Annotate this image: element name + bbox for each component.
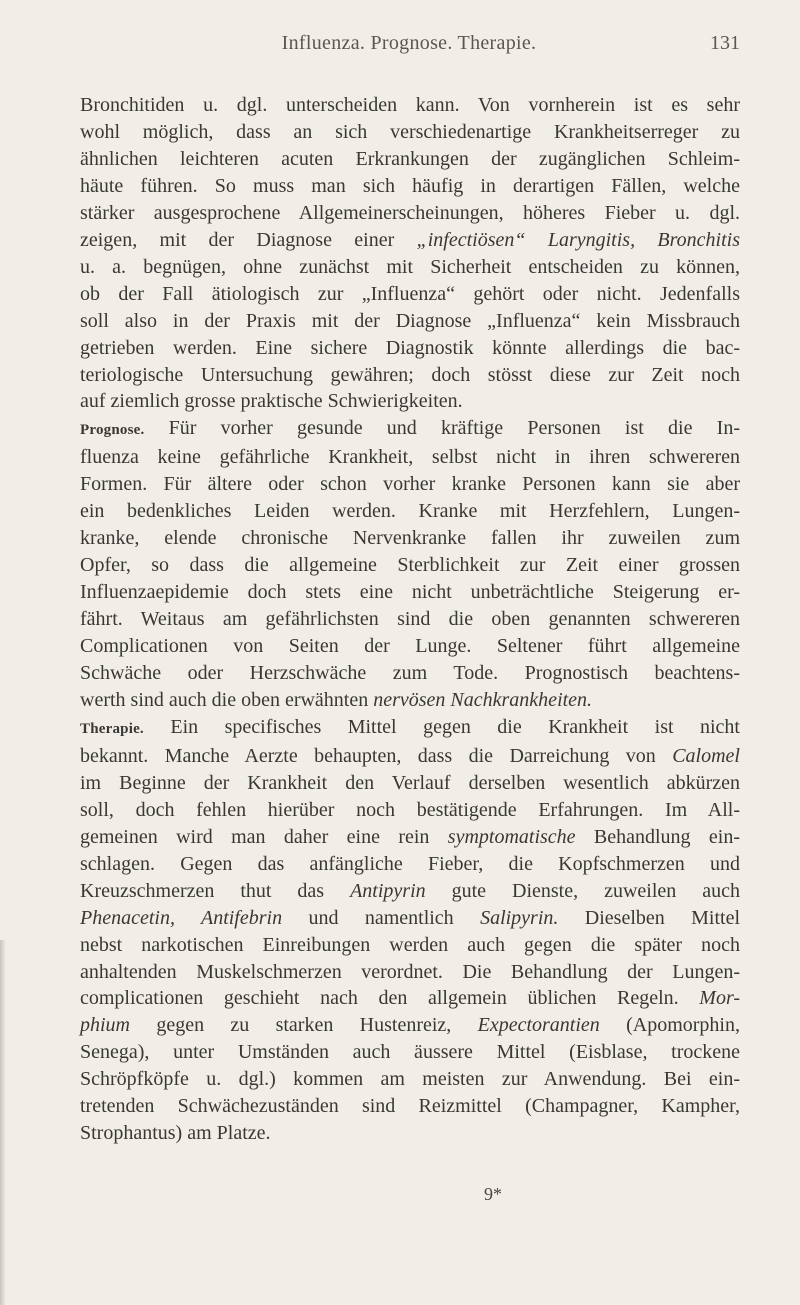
page-number: 131: [710, 32, 740, 54]
paragraph-prognosis: [80, 415, 740, 713]
text-line: [80, 824, 740, 851]
text-line: Bronchitiden u. dgl. unterscheiden kann. Von vornherein ist es sehr: [80, 94, 740, 116]
text-run: Ein specifisches Mittel gegen die Krankheit ist nicht: [143, 715, 740, 738]
text-line: im Beginne der Krankheit den Verlauf derselben wesentlich abkürzen: [80, 771, 740, 794]
body-text: [80, 92, 740, 1147]
text-run: werth sind auch die oben erwähnten: [80, 688, 374, 711]
text-run: Dieselben Mittel: [558, 906, 741, 929]
text-line: [80, 878, 740, 905]
emphasis-nervous: nervösen Nachkrankheiten.: [373, 688, 593, 711]
paragraph-diagnosis: [80, 92, 740, 415]
emphasis-morphium-b: phium: [80, 1014, 130, 1037]
emphasis-expectorantien: Expectorantien: [477, 1014, 600, 1037]
section-heading-prognose: Prognose.: [80, 422, 145, 439]
running-title: Influenza. Prognose. Therapie.: [281, 32, 537, 54]
signature-mark: 9*: [484, 1184, 502, 1204]
text-run: Kreuzschmerzen thut das: [80, 879, 351, 902]
text-run: Behandlung ein-: [575, 825, 740, 848]
text-line: u. a. begnügen, ohne zunächst mit Sicherheit entscheiden zu können,: [80, 255, 740, 278]
text-run: gute Dienste, zuweilen auch: [425, 879, 741, 902]
text-line: fährt. Weitaus am gefährlichsten sind die oben genannten schwereren: [80, 608, 740, 631]
text-line: [80, 743, 740, 770]
emphasis-phenacetin: Phenacetin, Antifebrin: [80, 906, 283, 929]
section-heading-therapie: Therapie.: [80, 720, 144, 737]
emphasis-morphium-a: Mor-: [699, 987, 740, 1010]
text-line: schlagen. Gegen das anfängliche Fieber, die Kopfschmerzen und: [80, 852, 740, 875]
text-run: gemeinen wird man daher eine rein: [80, 825, 448, 848]
text-line: Strophantus) am Platze.: [80, 1122, 271, 1145]
emphasis-salipyrin: Salipyrin.: [480, 906, 559, 929]
emphasis-calomel: Calomel: [672, 744, 740, 767]
emphasis-antipyrin: Antipyrin: [350, 879, 426, 902]
text-line: ein bedenkliches Leiden werden. Kranke mit Herzfehlern, Lungen-: [80, 500, 740, 523]
text-run: (Apomorphin,: [599, 1014, 740, 1037]
text-line: Influenzaepidemie doch stets eine nicht unbeträchtliche Steigerung er-: [80, 581, 740, 604]
text-line: wohl möglich, dass an sich verschiedenartige Krankheitserreger zu: [80, 120, 740, 143]
text-line: Formen. Für ältere oder schon vorher kranke Personen kann sie aber: [80, 473, 740, 496]
text-line: getrieben werden. Eine sichere Diagnostik könnte allerdings die bac-: [80, 336, 740, 359]
text-run: bekannt. Manche Aerzte behaupten, dass die Darreichung von: [80, 744, 673, 767]
text-line: teriologische Untersuchung gewähren; doch stösst diese zur Zeit noch: [80, 363, 740, 386]
text-line: [80, 1012, 740, 1039]
paragraph-therapy: [80, 714, 740, 1147]
text-line: auf ziemlich grosse praktische Schwierigkeiten.: [80, 390, 463, 413]
text-line: [80, 227, 740, 254]
text-line: kranke, elende chronische Nervenkranke fallen ihr zuweilen zum: [80, 527, 740, 550]
text-line: soll, doch fehlen hierüber noch bestätigende Erfahrungen. Im All-: [80, 798, 740, 821]
text-line: Opfer, so dass die allgemeine Sterblichkeit zur Zeit einer grossen: [80, 554, 740, 577]
text-line: [80, 415, 740, 444]
text-line: ähnlichen leichteren acuten Erkrankungen der zugänglichen Schleim-: [80, 147, 740, 170]
text-line: [80, 985, 740, 1012]
text-line: stärker ausgesprochene Allgemeinerscheinungen, höheres Fieber u. dgl.: [80, 201, 740, 224]
text-run: zeigen, mit der Diagnose einer: [80, 228, 417, 251]
text-run: complicationen geschieht nach den allgemein üblichen Regeln.: [80, 987, 700, 1010]
text-line: tretenden Schwächezuständen sind Reizmittel (Champagner, Kampher,: [80, 1095, 740, 1118]
text-line: [80, 714, 740, 743]
text-line: nebst narkotischen Einreibungen werden auch gegen die später noch: [80, 933, 740, 956]
text-line: Schröpfköpfe u. dgl.) kommen am meisten zur Anwendung. Bei ein-: [80, 1068, 740, 1091]
text-line: häute führen. So muss man sich häufig in derartigen Fällen, welche: [80, 174, 740, 197]
text-line: Schwäche oder Herzschwäche zum Tode. Prognostisch beachtens-: [80, 662, 740, 685]
page-edge-shadow: [0, 940, 6, 1305]
text-line: Senega), unter Umständen auch äussere Mittel (Eisblase, trockene: [80, 1041, 740, 1064]
text-line: ob der Fall ätiologisch zur „Influenza“ gehört oder nicht. Jedenfalls: [80, 282, 740, 305]
emphasis-symptomatic: symptomatische: [447, 825, 576, 848]
text-line: soll also in der Praxis mit der Diagnose „Influenza“ kein Missbrauch: [80, 309, 740, 332]
text-line: Complicationen von Seiten der Lunge. Seltener führt allgemeine: [80, 635, 740, 658]
text-line: anhaltenden Muskelschmerzen verordnet. Die Behandlung der Lungen-: [80, 960, 740, 983]
text-line: fluenza keine gefährliche Krankheit, selbst nicht in ihren schwereren: [80, 446, 740, 469]
text-line: [80, 687, 740, 714]
text-run: und namentlich: [282, 906, 481, 929]
running-header: [78, 32, 740, 62]
emphasis-diagnosis: „infectiösen“ Laryngitis, Bronchitis: [416, 228, 740, 251]
text-run: gegen zu starken Hustenreiz,: [130, 1014, 478, 1037]
text-line: [80, 905, 740, 932]
text-run: Für vorher gesunde und kräftige Personen ist die In-: [144, 417, 740, 440]
